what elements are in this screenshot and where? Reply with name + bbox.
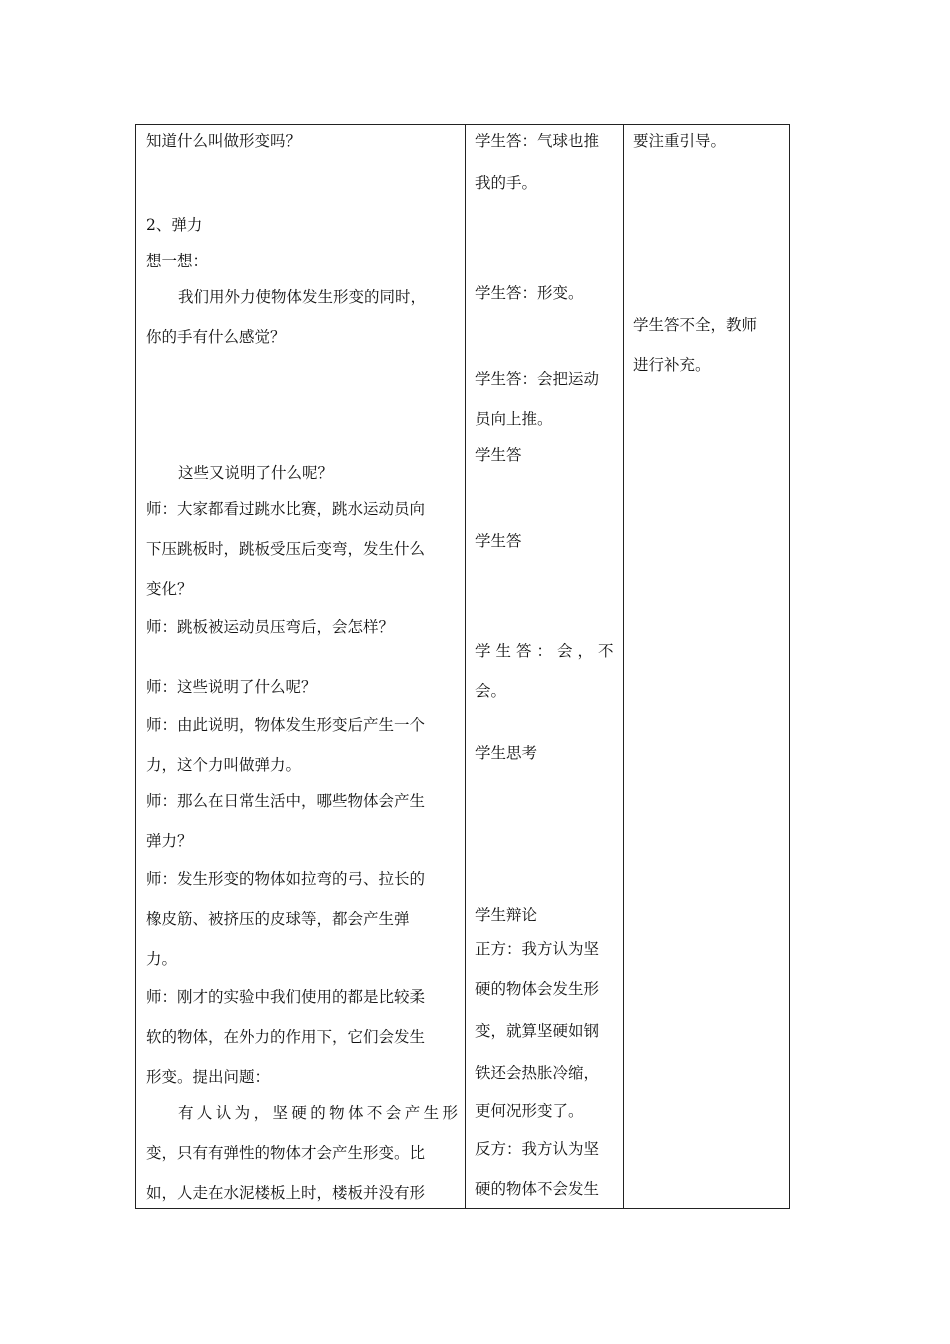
text-line: 硬的物体会发生形 <box>475 980 600 998</box>
text-line: 知道什么叫做形变吗？ <box>146 132 302 150</box>
text-line: 学生答：会，不 <box>475 642 619 660</box>
text-line: 更何况形变了。 <box>475 1102 584 1120</box>
text-line: 会。 <box>475 682 507 700</box>
text-line: 学生答：会把运动 <box>475 370 600 388</box>
text-line: 师：跳板被运动员压弯后，会怎样？ <box>146 618 395 636</box>
text-line: 师：由此说明，物体发生形变后产生一个 <box>146 716 426 734</box>
teacher-activity-column <box>146 125 458 1208</box>
text-line: 下压跳板时，跳板受压后变弯，发生什么 <box>146 540 426 558</box>
text-line: 想一想： <box>146 252 209 270</box>
text-line: 铁还会热胀冷缩， <box>475 1064 600 1082</box>
text-line: 形变。提出问题： <box>146 1068 271 1086</box>
text-line: 正方：我方认为坚 <box>475 940 600 958</box>
text-line: 学生答：气球也推 <box>475 132 600 150</box>
text-line: 反方：我方认为坚 <box>475 1140 600 1158</box>
student-activity-column <box>475 125 617 1208</box>
text-line: 学生答不全，教师 <box>633 316 758 334</box>
text-line: 力，这个力叫做弹力。 <box>146 756 302 774</box>
column-divider <box>623 125 624 1208</box>
text-line: 变，只有有弹性的物体才会产生形变。比 <box>146 1144 426 1162</box>
lesson-table <box>135 124 790 1209</box>
column-divider <box>465 125 466 1208</box>
section-heading: 2、弹力 <box>146 216 203 234</box>
text-line: 师：这些说明了什么呢？ <box>146 678 317 696</box>
text-line: 硬的物体不会发生 <box>475 1180 600 1198</box>
text-line: 有 人 认 为 ， 坚 硬 的 物 体 不 会 产 生 形 <box>178 1104 458 1122</box>
text-line: 员向上推。 <box>475 410 553 428</box>
text-line: 我们用外力使物体发生形变的同时， <box>178 288 427 306</box>
text-line: 师：刚才的实验中我们使用的都是比较柔 <box>146 988 426 1006</box>
text-line: 你的手有什么感觉？ <box>146 328 286 346</box>
text-line: 师：那么在日常生活中，哪些物体会产生 <box>146 792 426 810</box>
text-line: 要注重引导。 <box>633 132 727 150</box>
text-line: 学生答 <box>475 446 522 464</box>
text-line: 变，就算坚硬如钢 <box>475 1022 600 1040</box>
text-line: 学生答：形变。 <box>475 284 584 302</box>
text-line: 变化？ <box>146 580 193 598</box>
text-line: 软的物体，在外力的作用下，它们会发生 <box>146 1028 426 1046</box>
text-line: 我的手。 <box>475 174 538 192</box>
text-line: 进行补充。 <box>633 356 711 374</box>
text-line: 弹力？ <box>146 832 193 850</box>
design-intent-column <box>633 125 785 1208</box>
text-line: 如，人走在水泥楼板上时，楼板并没有形 <box>146 1184 426 1202</box>
text-line: 师：发生形变的物体如拉弯的弓、拉长的 <box>146 870 426 888</box>
text-line: 力。 <box>146 950 178 968</box>
text-line: 师：大家都看过跳水比赛，跳水运动员向 <box>146 500 426 518</box>
text-line: 这些又说明了什么呢？ <box>178 464 334 482</box>
text-line: 橡皮筋、被挤压的皮球等，都会产生弹 <box>146 910 410 928</box>
text-line: 学生思考 <box>475 744 538 762</box>
text-line: 学生辩论 <box>475 906 538 924</box>
text-line: 学生答 <box>475 532 522 550</box>
